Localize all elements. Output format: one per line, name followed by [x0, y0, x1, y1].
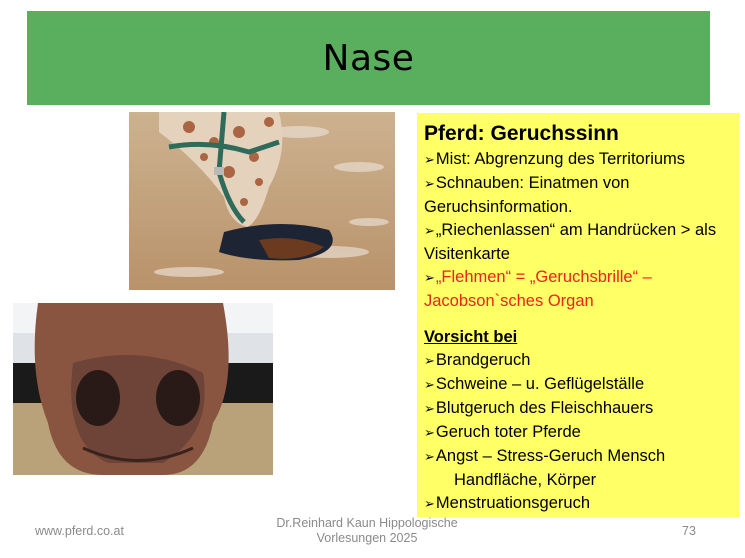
page-number: 73	[682, 524, 696, 538]
caution-item	[424, 349, 733, 373]
bullet-item	[424, 172, 733, 219]
bullet-text: Mist: Abgrenzung des Territoriums	[435, 150, 686, 168]
horse-sniffing-ground-photo	[129, 112, 395, 290]
caution-item	[424, 421, 733, 445]
title-bar	[27, 11, 710, 105]
arrow-bullet-icon: ➢	[424, 224, 435, 239]
arrow-bullet-icon: ➢	[424, 177, 435, 192]
caution-item	[424, 397, 733, 421]
textbox-heading: Pferd: Geruchssinn	[424, 122, 619, 145]
slide-title: Nase	[322, 37, 415, 79]
info-textbox	[417, 113, 739, 517]
caution-text: Schweine – u. Geflügelställe	[435, 375, 645, 393]
footer-author	[262, 516, 472, 546]
arrow-bullet-icon: ➢	[424, 271, 435, 286]
bullet-item	[424, 219, 733, 266]
arrow-bullet-icon: ➢	[424, 497, 435, 512]
arrow-bullet-icon: ➢	[424, 450, 435, 465]
caution-text: Blutgeruch des Fleischhauers	[435, 399, 654, 417]
caution-item	[424, 373, 733, 397]
bullet-item-highlight	[424, 266, 733, 313]
bullet-text: Schnauben: Einatmen von Geruchsinformation.	[424, 174, 630, 216]
footer-website: www.pferd.co.at	[35, 524, 124, 538]
caution-text: Brandgeruch	[435, 351, 531, 369]
footer-author-line2: Vorlesungen 2025	[316, 531, 418, 545]
arrow-bullet-icon: ➢	[424, 378, 435, 393]
bullet-item	[424, 148, 733, 172]
arrow-bullet-icon: ➢	[424, 426, 435, 441]
horse-nostrils-closeup-photo	[13, 303, 273, 475]
arrow-bullet-icon: ➢	[424, 153, 435, 168]
caution-item-continuation: Handfläche, Körper	[454, 471, 597, 489]
arrow-bullet-icon: ➢	[424, 354, 435, 369]
caution-item	[424, 492, 733, 516]
caution-text: Geruch toter Pferde	[435, 423, 581, 441]
arrow-bullet-icon: ➢	[424, 402, 435, 417]
bullet-text-red: „Flehmen“ = „Geruchsbrille“ – Jacobson`sches Organ	[424, 268, 652, 310]
caution-text: Angst – Stress-Geruch Mensch	[435, 447, 666, 465]
footer-author-line1: Dr.Reinhard Kaun Hippologische	[276, 516, 458, 530]
caution-heading: Vorsicht bei	[424, 328, 518, 346]
bullet-text: „Riechenlassen“ am Handrücken > als Visitenkarte	[424, 221, 717, 263]
caution-text: Menstruationsgeruch	[435, 494, 590, 512]
caution-item	[424, 445, 733, 469]
